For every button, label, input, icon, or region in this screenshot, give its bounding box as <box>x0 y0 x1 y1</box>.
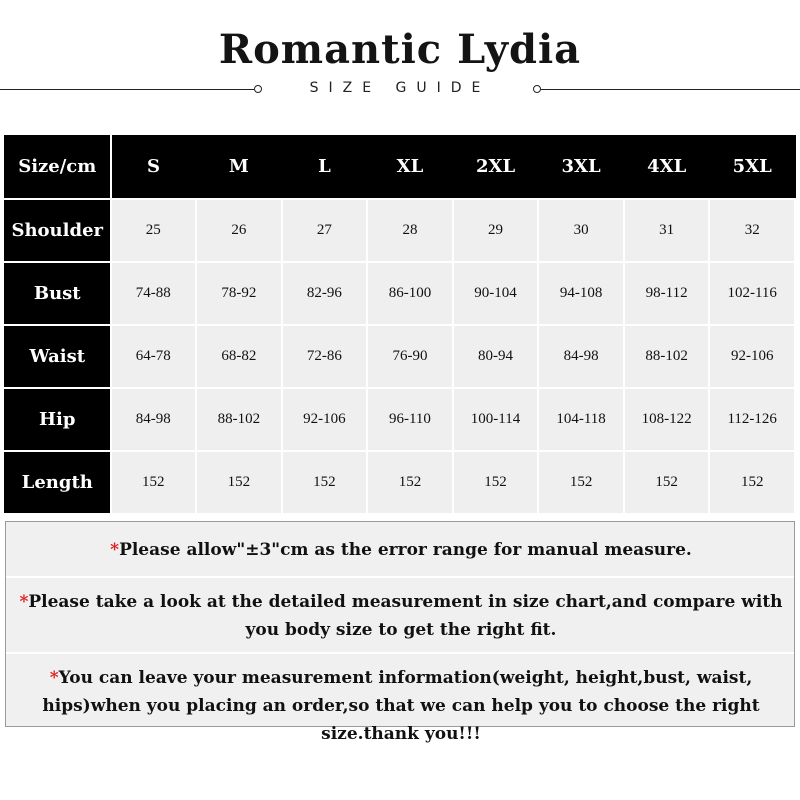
table-cell: 152 <box>282 451 368 514</box>
size-header: M <box>196 136 282 199</box>
table-cell: 29 <box>453 199 539 262</box>
subtitle-row <box>0 80 800 100</box>
table-cell: 25 <box>111 199 197 262</box>
table-cell: 90-104 <box>453 262 539 325</box>
table-cell: 76-90 <box>367 325 453 388</box>
asterisk-marker: * <box>49 668 59 688</box>
table-row <box>5 262 796 325</box>
notes-separator <box>6 576 794 578</box>
table-cell: 152 <box>111 451 197 514</box>
table-row <box>5 451 796 514</box>
table-cell: 152 <box>196 451 282 514</box>
table-cell: 26 <box>196 199 282 262</box>
table-header-row <box>5 136 796 199</box>
table-cell: 108-122 <box>624 388 710 451</box>
table-cell: 152 <box>367 451 453 514</box>
table-cell: 152 <box>624 451 710 514</box>
page-subtitle: SIZE GUIDE <box>309 80 491 96</box>
table-cell: 100-114 <box>453 388 539 451</box>
size-header: L <box>282 136 368 199</box>
divider-line-left <box>0 89 254 90</box>
table-cell: 152 <box>538 451 624 514</box>
size-header: 5XL <box>709 136 795 199</box>
row-label: Bust <box>5 262 111 325</box>
size-header: 4XL <box>624 136 710 199</box>
table-cell: 84-98 <box>538 325 624 388</box>
notes-separator <box>6 652 794 654</box>
table-cell: 94-108 <box>538 262 624 325</box>
note-text: Please allow"±3"cm as the error range for manual measure. <box>119 540 692 560</box>
note-text: You can leave your measurement information(weight, height,bust, waist, hips)when you placing an order,so that we can help you to choose the right size.thank you!!! <box>42 668 760 744</box>
table-cell: 27 <box>282 199 368 262</box>
table-cell: 88-102 <box>196 388 282 451</box>
table-cell: 112-126 <box>709 388 795 451</box>
table-cell: 31 <box>624 199 710 262</box>
table-cell: 72-86 <box>282 325 368 388</box>
table-cell: 28 <box>367 199 453 262</box>
table-cell: 84-98 <box>111 388 197 451</box>
table-cell: 74-88 <box>111 262 197 325</box>
table-cell: 80-94 <box>453 325 539 388</box>
table-cell: 98-112 <box>624 262 710 325</box>
row-label: Shoulder <box>5 199 111 262</box>
row-label: Length <box>5 451 111 514</box>
table-cell: 32 <box>709 199 795 262</box>
divider-dot-right <box>533 85 541 93</box>
table-cell: 78-92 <box>196 262 282 325</box>
table-cell: 68-82 <box>196 325 282 388</box>
size-chart-table <box>4 135 796 515</box>
row-label: Waist <box>5 325 111 388</box>
size-header: 2XL <box>453 136 539 199</box>
note-error-range <box>6 536 796 564</box>
asterisk-marker: * <box>19 592 29 612</box>
table-cell: 152 <box>709 451 795 514</box>
note-text: Please take a look at the detailed measurement in size chart,and compare with you body size to get the right fit. <box>28 592 783 640</box>
size-header: XL <box>367 136 453 199</box>
table-cell: 104-118 <box>538 388 624 451</box>
table-row <box>5 325 796 388</box>
notes-panel <box>5 521 795 744</box>
divider-line-right <box>541 89 800 90</box>
row-label: Hip <box>5 388 111 451</box>
table-cell: 64-78 <box>111 325 197 388</box>
table-cell: 92-106 <box>282 388 368 451</box>
note-compare-size <box>6 588 796 644</box>
table-row <box>5 199 796 262</box>
table-cell: 86-100 <box>367 262 453 325</box>
table-cell: 152 <box>453 451 539 514</box>
table-cell: 30 <box>538 199 624 262</box>
divider-dot-left <box>254 85 262 93</box>
table-cell: 102-116 <box>709 262 795 325</box>
table-row <box>5 388 796 451</box>
table-cell: 88-102 <box>624 325 710 388</box>
table-cell: 92-106 <box>709 325 795 388</box>
size-header: 3XL <box>538 136 624 199</box>
asterisk-marker: * <box>110 540 120 560</box>
brand-logo-text: Romantic Lydia <box>218 26 582 73</box>
table-cell: 96-110 <box>367 388 453 451</box>
note-leave-measurements <box>6 664 796 748</box>
table-corner-header: Size/cm <box>5 136 111 199</box>
table-cell: 82-96 <box>282 262 368 325</box>
size-header: S <box>111 136 197 199</box>
